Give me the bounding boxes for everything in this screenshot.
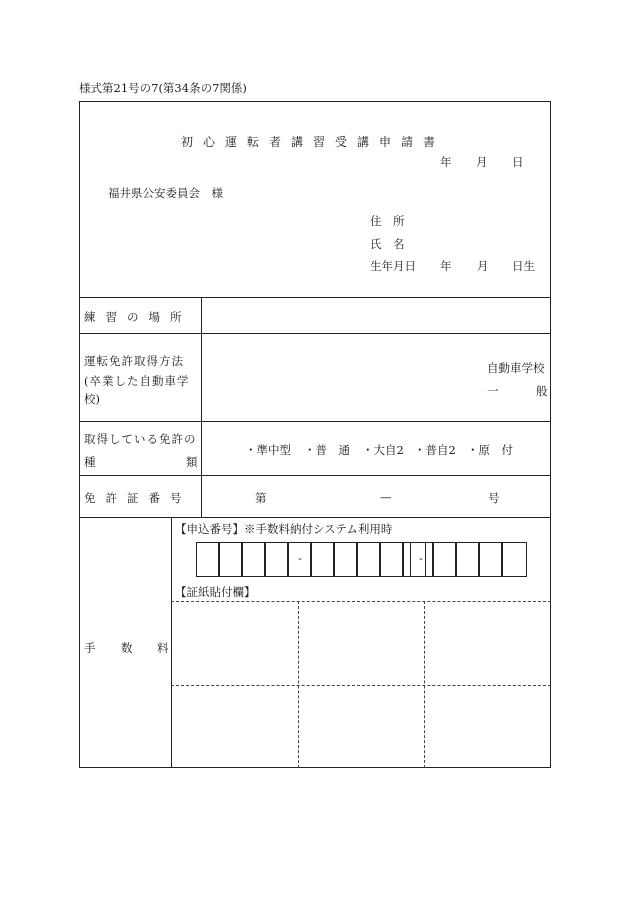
address-label: 住 所 xyxy=(370,214,405,228)
application-number-box[interactable] xyxy=(242,542,265,577)
stamp-cell[interactable] xyxy=(299,602,424,685)
method-general-b[interactable]: 般 xyxy=(536,384,548,398)
birth-month[interactable]: 月 xyxy=(477,259,489,273)
stamp-cell[interactable] xyxy=(299,686,424,767)
application-number-box[interactable] xyxy=(219,542,242,577)
license-type-label-kind: 種 xyxy=(84,455,96,469)
form-number: 様式第21号の7(第34条の7関係) xyxy=(79,81,247,95)
fee-label-1: 手 xyxy=(84,641,96,655)
birth-day[interactable]: 日生 xyxy=(512,259,535,273)
license-type-large-moto[interactable]: ・大自2 xyxy=(362,443,404,457)
application-number-box[interactable] xyxy=(479,542,502,577)
license-type-semi-medium[interactable]: ・準中型 xyxy=(245,443,291,457)
application-number-box[interactable] xyxy=(380,542,403,577)
license-type-regular[interactable]: ・普 通 xyxy=(304,443,350,457)
row-divider xyxy=(79,517,551,518)
row-divider xyxy=(79,421,551,422)
date-month[interactable]: 月 xyxy=(476,155,488,169)
license-number-dash: — xyxy=(380,490,392,504)
application-number-box[interactable] xyxy=(456,542,479,577)
license-type-label-line1: 取得している免許の xyxy=(84,432,197,446)
license-number-suffix: 号 xyxy=(488,491,500,505)
name-label: 氏 名 xyxy=(370,237,405,251)
license-type-regular-moto[interactable]: ・普自2 xyxy=(414,443,456,457)
application-number-label: 【申込番号】※手数料納付システム利用時 xyxy=(175,522,393,536)
application-number-hyphen: - xyxy=(298,552,302,565)
application-number-box[interactable] xyxy=(265,542,288,577)
row-divider xyxy=(79,333,551,334)
addressee: 福井県公安委員会 様 xyxy=(108,186,223,200)
fee-label-3: 料 xyxy=(157,641,169,655)
application-number-box[interactable] xyxy=(334,542,357,577)
method-label-line3: 校) xyxy=(84,392,100,406)
stamp-cell[interactable] xyxy=(172,686,298,767)
stamp-area-label: 【証紙貼付欄】 xyxy=(175,585,256,599)
method-label-line1: 運転免許取得方法 xyxy=(84,354,184,368)
date-year[interactable]: 年 xyxy=(440,155,452,169)
fee-label-2: 数 xyxy=(121,641,133,655)
application-number-box[interactable] xyxy=(196,542,219,577)
license-type-label-class: 類 xyxy=(186,455,198,469)
birthdate-label: 生年月日 xyxy=(370,259,416,273)
application-number-box[interactable] xyxy=(433,542,456,577)
license-number-label: 免許証番号 xyxy=(84,491,192,505)
license-type-moped[interactable]: ・原 付 xyxy=(467,443,513,457)
stamp-cell[interactable] xyxy=(172,602,298,685)
application-number-hyphen: - xyxy=(419,552,423,565)
license-number-prefix: 第 xyxy=(255,491,267,505)
application-number-box[interactable] xyxy=(357,542,380,577)
method-driving-school[interactable]: 自動車学校 xyxy=(487,361,545,375)
row-divider xyxy=(79,475,551,476)
date-day[interactable]: 日 xyxy=(512,155,524,169)
application-number-box[interactable] xyxy=(311,542,334,577)
method-label-line2: (卒業した自動車学 xyxy=(84,374,190,388)
form-title: 初心運転者講習受講申請書 xyxy=(181,135,446,149)
method-general-a[interactable]: 一 xyxy=(487,384,499,398)
birth-year[interactable]: 年 xyxy=(440,259,452,273)
stamp-cell[interactable] xyxy=(425,602,550,685)
stamp-cell[interactable] xyxy=(425,686,550,767)
practice-place-field[interactable] xyxy=(202,298,550,333)
practice-place-label: 練習の場所 xyxy=(84,310,192,324)
application-number-box[interactable] xyxy=(502,542,527,577)
